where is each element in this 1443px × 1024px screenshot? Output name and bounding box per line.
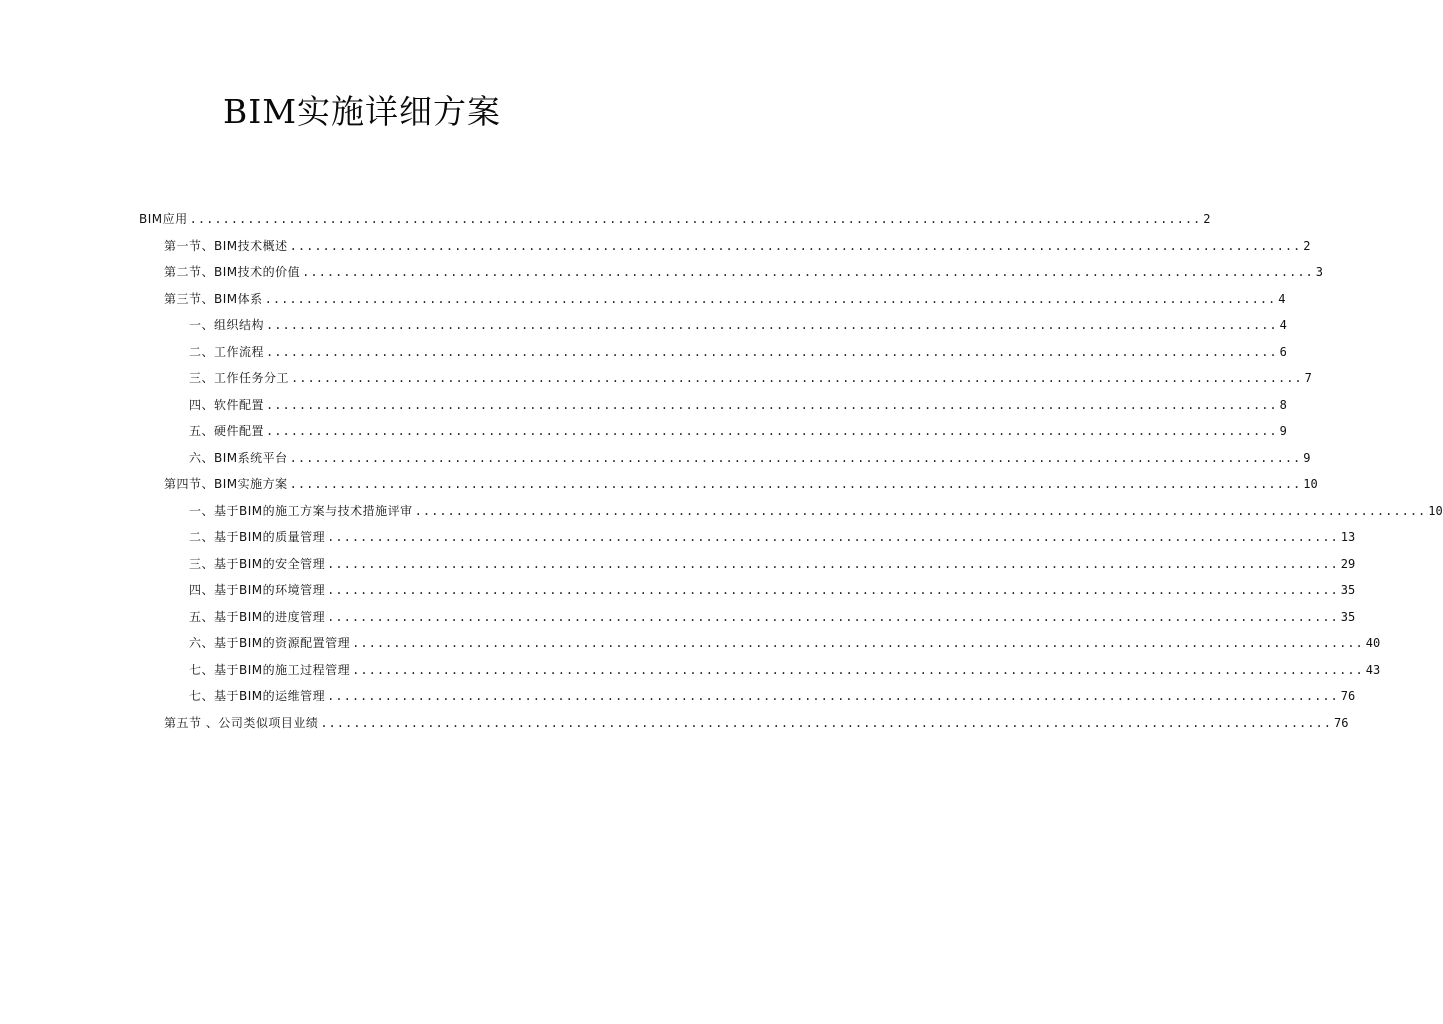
toc-entry-text: 七、基于BIM的施工过程管理 xyxy=(189,662,351,677)
toc-entry-text: 第一节、BIM技术概述 xyxy=(164,238,288,253)
toc-page-number: 6 xyxy=(1279,344,1287,359)
toc-leader-dots: ........................................................................................................................... xyxy=(291,371,1303,385)
toc-entry[interactable] xyxy=(189,553,1356,575)
toc-leader-dots: ........................................................................................................................... xyxy=(189,212,1202,226)
toc-entry[interactable] xyxy=(189,659,1381,681)
toc-page-number: 3 xyxy=(1315,265,1324,279)
document-title: BIM实施详细方案 xyxy=(222,92,502,131)
toc-leader-dots: ........................................................................................................................... xyxy=(352,662,1364,677)
toc-entry[interactable] xyxy=(189,632,1381,654)
toc-entry[interactable] xyxy=(189,579,1356,601)
toc-entry-text: 二、工作流程 xyxy=(189,344,265,359)
toc-page-number: 4 xyxy=(1279,318,1287,332)
toc-entry-text: 第四节、BIM实施方案 xyxy=(164,477,288,491)
toc-entry-text: 五、硬件配置 xyxy=(189,424,265,438)
toc-page-number: 10 xyxy=(1303,477,1318,491)
toc-entry-text: 四、基于BIM的环境管理 xyxy=(189,583,326,597)
toc-entry-text: 一、组织结构 xyxy=(189,318,265,332)
toc-leader-dots: ........................................................................................................................... xyxy=(289,450,1302,465)
toc-page-number: 13 xyxy=(1340,530,1356,544)
toc-entry-text: BIM应用 xyxy=(139,212,188,226)
toc-page-number: 35 xyxy=(1340,583,1356,597)
toc-page-number: 76 xyxy=(1333,715,1349,730)
toc-entry[interactable] xyxy=(139,208,1211,230)
toc-entry[interactable] xyxy=(189,606,1356,628)
toc-leader-dots: ........................................................................................................................... xyxy=(289,238,1302,253)
toc-entry-text: 一、基于BIM的施工方案与技术措施评审 xyxy=(189,503,413,518)
toc-page-number: 76 xyxy=(1340,689,1356,703)
toc-page-number: 9 xyxy=(1279,424,1287,438)
toc-leader-dots: ........................................................................................................................... xyxy=(302,265,1314,279)
toc-entry[interactable] xyxy=(164,473,1318,495)
toc-entry-text: 第五节 、公司类似项目业绩 xyxy=(164,715,319,730)
toc-page-number: 29 xyxy=(1340,556,1356,571)
toc-page-number: 8 xyxy=(1279,397,1287,412)
toc-entry[interactable] xyxy=(164,235,1311,257)
toc-entry[interactable] xyxy=(189,314,1287,336)
toc-leader-dots: ........................................................................................................................... xyxy=(327,530,1339,544)
toc-leader-dots: ........................................................................................................................... xyxy=(266,318,1278,332)
toc-leader-dots: ........................................................................................................................... xyxy=(327,689,1339,703)
toc-page-number: 4 xyxy=(1278,291,1286,306)
toc-leader-dots: ........................................................................................................................... xyxy=(327,609,1339,624)
toc-page-number: 7 xyxy=(1304,371,1312,385)
toc-leader-dots: ........................................................................................................................... xyxy=(320,715,1332,730)
toc-page-number: 35 xyxy=(1340,609,1356,624)
toc-entry[interactable] xyxy=(189,500,1443,522)
toc-page-number: 10 xyxy=(1428,503,1443,518)
toc-leader-dots: ........................................................................................................................... xyxy=(266,397,1278,412)
toc-leader-dots: ........................................................................................................................... xyxy=(289,477,1302,491)
toc-entry[interactable] xyxy=(164,288,1286,310)
toc-entry-text: 六、BIM系统平台 xyxy=(189,450,288,465)
toc-entry-text: 六、基于BIM的资源配置管理 xyxy=(189,636,351,650)
toc-entry[interactable] xyxy=(189,526,1356,548)
toc-entry[interactable] xyxy=(189,420,1287,442)
toc-leader-dots: ........................................................................................................................... xyxy=(327,583,1339,597)
toc-entry[interactable] xyxy=(189,685,1356,707)
toc-page-number: 43 xyxy=(1365,662,1381,677)
toc-entry[interactable] xyxy=(189,394,1287,416)
toc-leader-dots: ........................................................................................................................... xyxy=(352,636,1364,650)
toc-leader-dots: ........................................................................................................................... xyxy=(266,344,1278,359)
toc-entry-text: 三、工作任务分工 xyxy=(189,371,290,385)
toc-leader-dots: ........................................................................................................................... xyxy=(266,424,1278,438)
toc-entry-text: 四、软件配置 xyxy=(189,397,265,412)
toc-entry-text: 三、基于BIM的安全管理 xyxy=(189,556,326,571)
toc-leader-dots: ........................................................................................................................... xyxy=(327,556,1339,571)
toc-page-number: 2 xyxy=(1303,238,1311,253)
toc-entry-text: 五、基于BIM的进度管理 xyxy=(189,609,326,624)
toc-leader-dots: ........................................................................................................................... xyxy=(264,291,1277,306)
toc-entry-text: 第二节、BIM技术的价值 xyxy=(164,265,301,279)
toc-entry-text: 七、基于BIM的运维管理 xyxy=(189,689,326,703)
toc-entry[interactable] xyxy=(189,447,1311,469)
toc-entry[interactable] xyxy=(164,712,1349,734)
toc-entry-text: 二、基于BIM的质量管理 xyxy=(189,530,326,544)
toc-page-number: 9 xyxy=(1303,450,1311,465)
toc-page-number: 2 xyxy=(1203,212,1211,226)
toc-entry[interactable] xyxy=(189,341,1287,363)
toc-entry[interactable] xyxy=(189,367,1312,389)
toc-entry[interactable] xyxy=(164,261,1324,283)
toc-page-number: 40 xyxy=(1365,636,1381,650)
toc-leader-dots: ........................................................................................................................... xyxy=(414,503,1427,518)
toc-entry-text: 第三节、BIM体系 xyxy=(164,291,263,306)
